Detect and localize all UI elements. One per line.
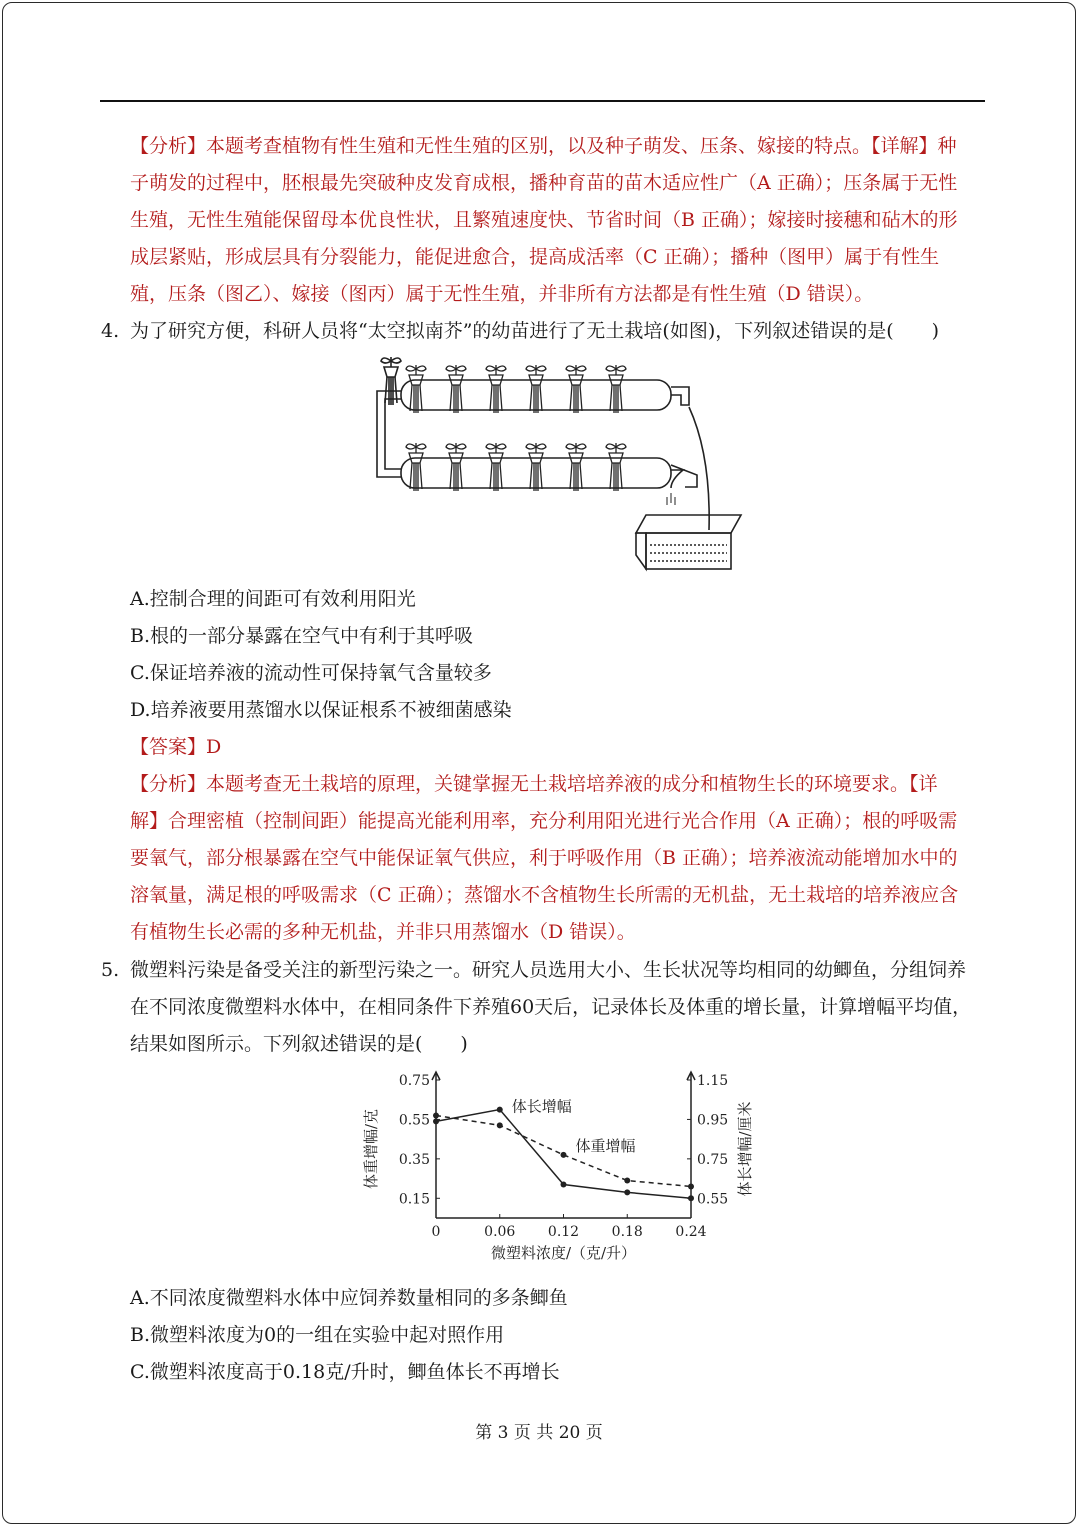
data-point	[497, 1122, 503, 1128]
header-rule	[100, 100, 985, 102]
data-point	[624, 1178, 630, 1184]
analysis-line: 要氧气，部分根暴露在空气中能保证氧气供应，利于呼吸作用（B 正确）；培养液流动能增加水中的	[130, 847, 958, 869]
analysis-line: 有植物生长必需的多种无机盐，并非只用蒸馏水（D 错误）。	[130, 921, 636, 943]
exam-page	[2, 2, 1076, 1524]
option-c: C.微塑料浓度高于0.18克/升时，鲫鱼体长不再增长	[130, 1361, 560, 1383]
x-tick-label: 0.24	[675, 1224, 707, 1240]
answer-line: 【答案】D	[130, 736, 222, 758]
data-point	[433, 1118, 439, 1124]
question-stem: 在不同浓度微塑料水体中，在相同条件下养殖60天后，记录体长及体重的增长量，计算增幅平均值，	[130, 996, 972, 1018]
x-tick-label: 0.18	[611, 1224, 643, 1240]
analysis-line: 子萌发的过程中，胚根最先突破种皮发育成根，播种育苗的苗木适应性广（A 正确）；压条属于无性	[130, 172, 958, 194]
option-b: B.根的一部分暴露在空气中有利于其呼吸	[130, 625, 474, 647]
data-point	[433, 1112, 439, 1118]
analysis-line: 【分析】本题考查无土栽培的原理，关键掌握无土栽培培养液的成分和植物生长的环境要求。【详	[130, 773, 938, 795]
analysis-line: 成层紧贴，形成层具有分裂能力，能促进愈合，提高成活率（C 正确）；播种（图甲）属于有性生	[130, 246, 940, 268]
y-left-tick-label: 0.55	[398, 1112, 430, 1129]
analysis-line: 生殖，无性生殖能保留母本优良性状，且繁殖速度快、节省时间（B 正确）；嫁接时接穗和砧木的形	[130, 209, 958, 231]
x-axis-title: 微塑料浓度/（克/升）	[490, 1244, 637, 1262]
y-right-tick-label: 0.75	[697, 1151, 729, 1168]
question-stem: 微塑料污染是备受关注的新型污染之一。研究人员选用大小、生长状况等均相同的幼鲫鱼，分组饲养	[130, 959, 967, 981]
hydroponics-diagram	[371, 355, 751, 573]
option-b: B.微塑料浓度为0的一组在实验中起对照作用	[130, 1324, 505, 1346]
analysis-line: 解】合理密植（控制间距）能提高光能利用率，充分利用阳光进行光合作用（A 正确）；根的呼吸需	[130, 810, 958, 832]
x-tick-label: 0.06	[484, 1224, 516, 1240]
y-right-axis-title: 体长增幅/厘米	[736, 1101, 754, 1197]
data-point	[561, 1181, 567, 1187]
x-tick-label: 0	[431, 1224, 441, 1240]
data-point	[688, 1183, 694, 1189]
option-d: D.培养液要用蒸馏水以保证根系不被细菌感染	[130, 699, 512, 721]
y-right-tick-label: 0.95	[697, 1112, 729, 1129]
question-stem: 为了研究方便，科研人员将“太空拟南芥”的幼苗进行了无土栽培(如图)，下列叙述错误的是( )	[130, 320, 940, 342]
x-tick-label: 0.12	[547, 1224, 580, 1240]
option-a: A.控制合理的间距可有效利用阳光	[130, 588, 416, 610]
analysis-line: 溶氧量，满足根的呼吸需求（C 正确）；蒸馏水不含植物生长所需的无机盐，无土栽培的培养液应含	[130, 884, 959, 906]
option-a: A.不同浓度微塑料水体中应饲养数量相同的多条鲫鱼	[130, 1287, 568, 1309]
data-point	[624, 1189, 630, 1195]
option-c: C.保证培养液的流动性可保持氧气含量较多	[130, 662, 492, 684]
y-left-tick-label: 0.75	[398, 1073, 430, 1089]
data-point	[688, 1195, 694, 1201]
series-line	[436, 1115, 691, 1186]
microplastic-chart	[358, 1068, 768, 1273]
analysis-line: 【分析】本题考查植物有性生殖和无性生殖的区别，以及种子萌发、压条、嫁接的特点。【详解】种	[130, 135, 957, 157]
y-left-tick-label: 0.35	[398, 1151, 430, 1168]
data-point	[497, 1107, 503, 1113]
question-number: 5.	[101, 959, 120, 981]
y-left-axis-title: 体重增幅/克	[362, 1108, 380, 1190]
series-label: 体重增幅	[575, 1136, 636, 1155]
y-right-tick-label: 0.55	[697, 1191, 729, 1208]
analysis-line: 殖，压条（图乙）、嫁接（图丙）属于无性生殖，并非所有方法都是有性生殖（D 错误）。	[130, 283, 874, 305]
data-point	[561, 1152, 567, 1158]
y-right-tick-label: 1.15	[697, 1073, 729, 1089]
y-left-tick-label: 0.15	[398, 1191, 430, 1208]
question-stem: 结果如图所示。下列叙述错误的是( )	[130, 1033, 468, 1055]
question-number: 4.	[101, 320, 120, 342]
series-label: 体长增幅	[511, 1097, 572, 1116]
page-footer: 第 3 页 共 20 页	[475, 1423, 603, 1443]
